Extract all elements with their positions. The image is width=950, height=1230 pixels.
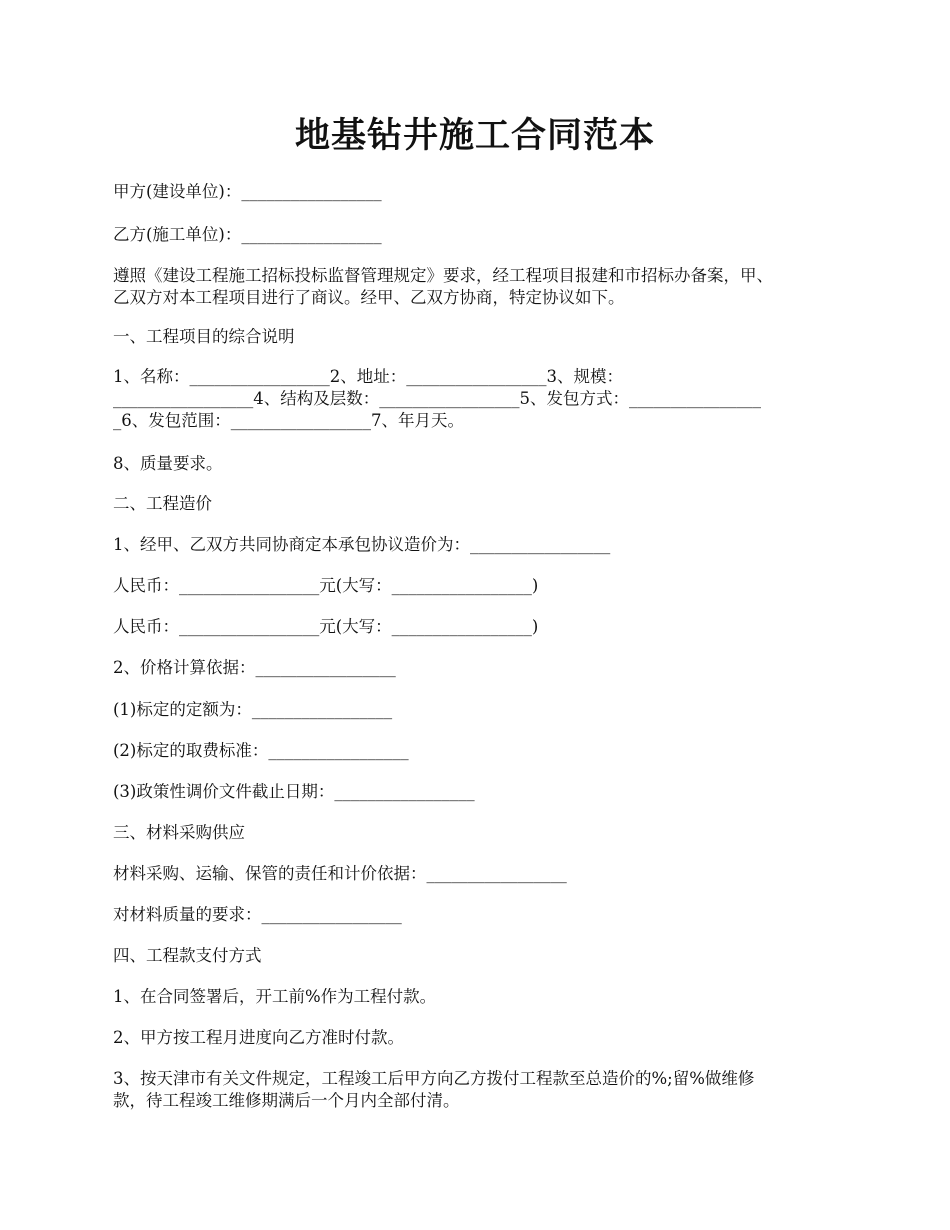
section-3-item-2: 对材料质量的要求：_________________ — [113, 905, 402, 924]
section-1-item-8: 8、质量要求。 — [113, 454, 223, 473]
section-2-sub-2: (2)标定的取费标准：_________________ — [113, 741, 409, 760]
document-title: 地基钻井施工合同范本 — [294, 116, 655, 156]
section-3-heading: 三、材料采购供应 — [113, 823, 245, 842]
section-4-heading: 四、工程款支付方式 — [113, 946, 262, 965]
section-2-rmb-line-1: 人民币：_________________元(大写：_________________) — [113, 576, 539, 595]
preamble-line-2: 乙双方对本工程项目进行了商议。经甲、乙双方协商，特定协议如下。 — [113, 288, 625, 307]
section-2-heading: 二、工程造价 — [113, 494, 212, 513]
section-3-item-1: 材料采购、运输、保管的责任和计价依据：_________________ — [113, 864, 567, 883]
section-1-heading: 一、工程项目的综合说明 — [113, 327, 295, 346]
section-1-items-line-3: _6、发包范围：_________________7、年月天。 — [113, 411, 464, 430]
party-b-line: 乙方(施工单位)：_________________ — [113, 225, 382, 244]
section-1-items-line-1: 1、名称：_________________2、地址：_________________3、规模： — [113, 367, 623, 386]
section-2-item-2: 2、价格计算依据：_________________ — [113, 658, 396, 677]
section-2-item-1: 1、经甲、乙双方共同协商定本承包协议造价为：_________________ — [113, 535, 611, 554]
section-4-item-3-line-2: 款，待工程竣工维修期满后一个月内全部付清。 — [113, 1091, 460, 1110]
preamble-line-1: 遵照《建设工程施工招标投标监督管理规定》要求，经工程项目报建和市招标办备案，甲、 — [113, 266, 773, 285]
section-4-item-1: 1、在合同签署后，开工前%作为工程付款。 — [113, 987, 437, 1006]
section-2-sub-1: (1)标定的定额为：_________________ — [113, 700, 393, 719]
party-a-line: 甲方(建设单位)：_________________ — [113, 182, 382, 201]
section-2-rmb-line-2: 人民币：_________________元(大写：_________________) — [113, 617, 539, 636]
section-1-items-line-2: _________________4、结构及层数：_________________5、发包方式：________________ — [113, 389, 761, 408]
section-4-item-3-line-1: 3、按天津市有关文件规定，工程竣工后甲方向乙方拨付工程款至总造价的%;留%做维修 — [113, 1069, 755, 1088]
section-4-item-2: 2、甲方按工程月进度向乙方准时付款。 — [113, 1028, 404, 1047]
section-2-sub-3: (3)政策性调价文件截止日期：_________________ — [113, 782, 475, 801]
